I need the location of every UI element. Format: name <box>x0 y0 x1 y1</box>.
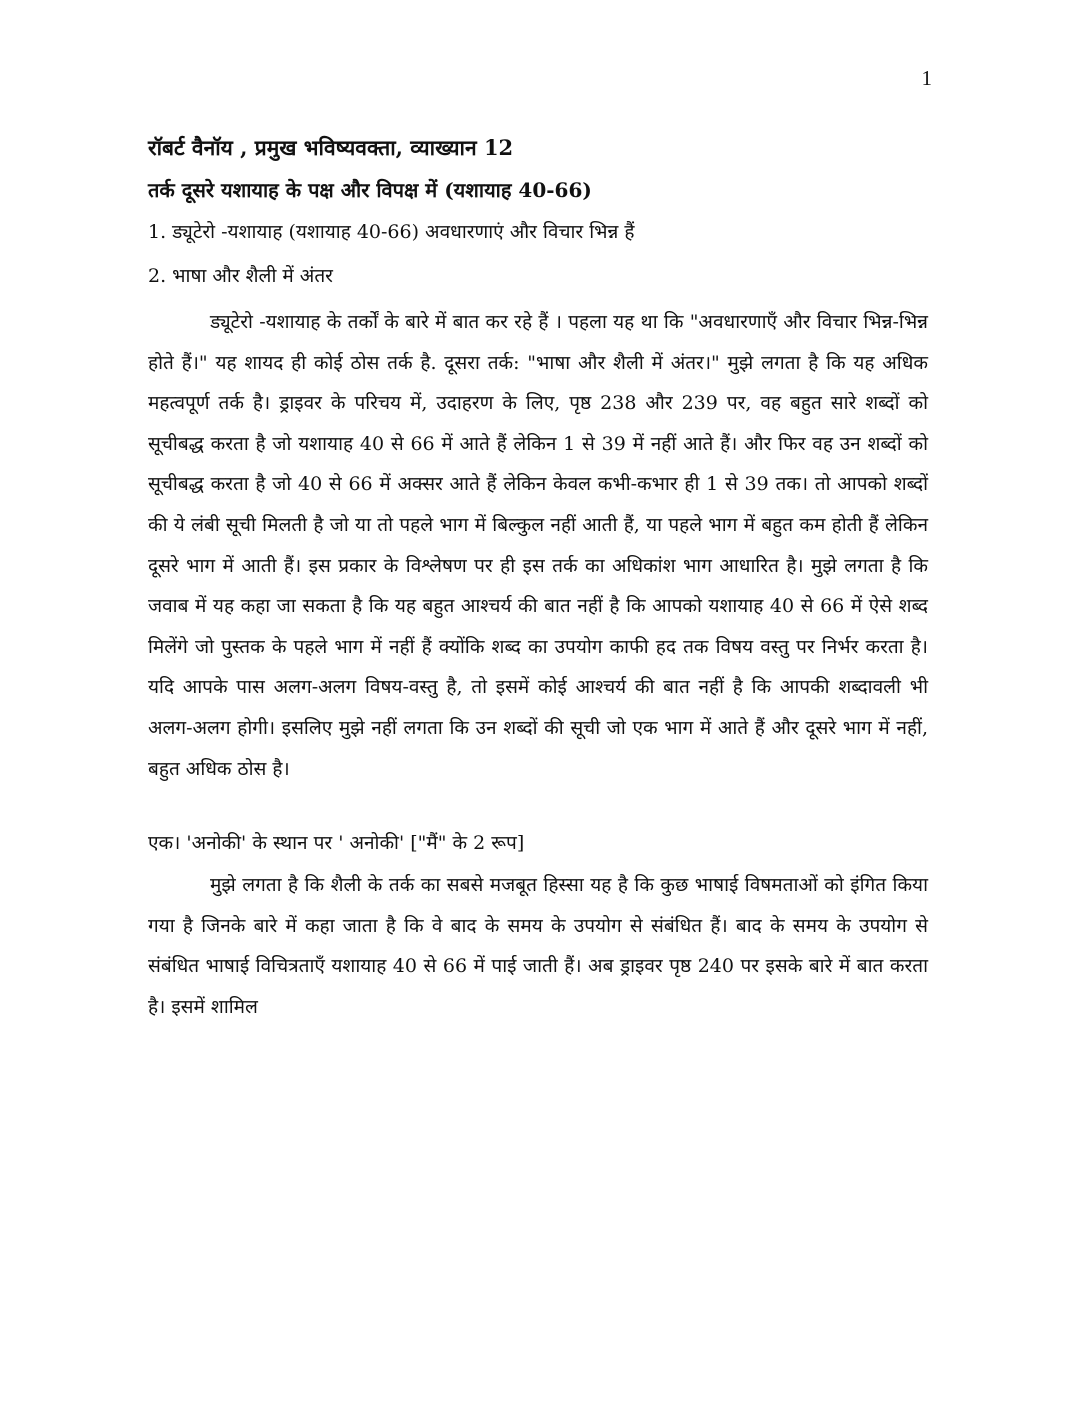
document-title: रॉबर्ट वैनॉय , प्रमुख भविष्यवक्ता, व्याख्यान 12 <box>148 135 514 160</box>
document-subtitle: तर्क दूसरे यशायाह के पक्ष और विपक्ष में (यशायाह 40-66) <box>148 178 592 202</box>
heading-concepts: 1. ड्यूटेरो -यशायाह (यशायाह 40-66) अवधारणाएं और विचार भिन्न हैं <box>148 221 635 243</box>
paragraph-2: मुझे लगता है कि शैली के तर्क का सबसे मजबूत हिस्सा यह है कि कुछ भाषाई विषमताओं को इंगित किया गया है जिनके बारे में कहा जाता है कि वे बाद के समय के उपयोग से संबंधित हैं। बाद के समय के उपयोग से संबंधित भाषाई विचित्रताएँ यशायाह 40 से 66 में पाई जाती हैं। अब ड्राइवर पृष्ठ 240 पर इसके बारे में बात करता है। इसमें शामिल <box>148 874 928 1018</box>
section-heading-anoki: एक। 'अनोकी' के स्थान पर ' अनोकी' ["मैं" के 2 रूप] <box>148 832 525 855</box>
document-body <box>148 130 928 1028</box>
paragraph-gap <box>148 789 928 825</box>
page-number: 1 <box>921 66 932 90</box>
heading-language-style: 2. भाषा और शैली में अंतर <box>148 265 333 287</box>
paragraph-1: ड्यूटेरो -यशायाह के तर्कों के बारे में बात कर रहे हैं । पहला यह था कि "अवधारणाएँ और विचार भिन्न-भिन्न होते हैं।" यह शायद ही कोई ठोस तर्क है. दूसरा तर्क: "भाषा और शैली में अंतर।" मुझे लगता है कि यह अधिक महत्वपूर्ण तर्क है। ड्राइवर के परिचय में, उदाहरण के लिए, पृष्ठ 238 और 239 पर, वह बहुत सारे शब्दों को सूचीबद्ध करता है जो यशायाह 40 से 66 में आते हैं लेकिन 1 से 39 में नहीं आते हैं। और फिर वह उन शब्दों को सूचीबद्ध करता है जो 40 से 66 में अक्सर आते हैं लेकिन केवल कभी-कभार ही 1 से 39 तक। तो आपको शब्दों की ये लंबी सूची मिलती है जो या तो पहले भाग में बिल्कुल नहीं आती हैं, या पहले भाग में बहुत कम होती हैं लेकिन दूसरे भाग में आती हैं। इस प्रकार के विश्लेषण पर ही इस तर्क का अधिकांश भाग आधारित है। मुझे लगता है कि जवाब में यह कहा जा सकता है कि यह बहुत आश्चर्य की बात नहीं है कि आपको यशायाह 40 से 66 में ऐसे शब्द मिलेंगे जो पुस्तक के पहले भाग में नहीं हैं क्योंकि शब्द का उपयोग काफी हद तक विषय वस्तु पर निर्भर करता है। यदि आपके पास अलग-अलग विषय-वस्तु है, तो इसमें कोई आश्चर्य की बात नहीं है कि आपकी शब्दावली भी अलग-अलग होगी। इसलिए मुझे नहीं लगता कि उन शब्दों की सूची जो एक भाग में आते हैं और दूसरे भाग में नहीं, बहुत अधिक ठोस है। <box>148 311 928 780</box>
